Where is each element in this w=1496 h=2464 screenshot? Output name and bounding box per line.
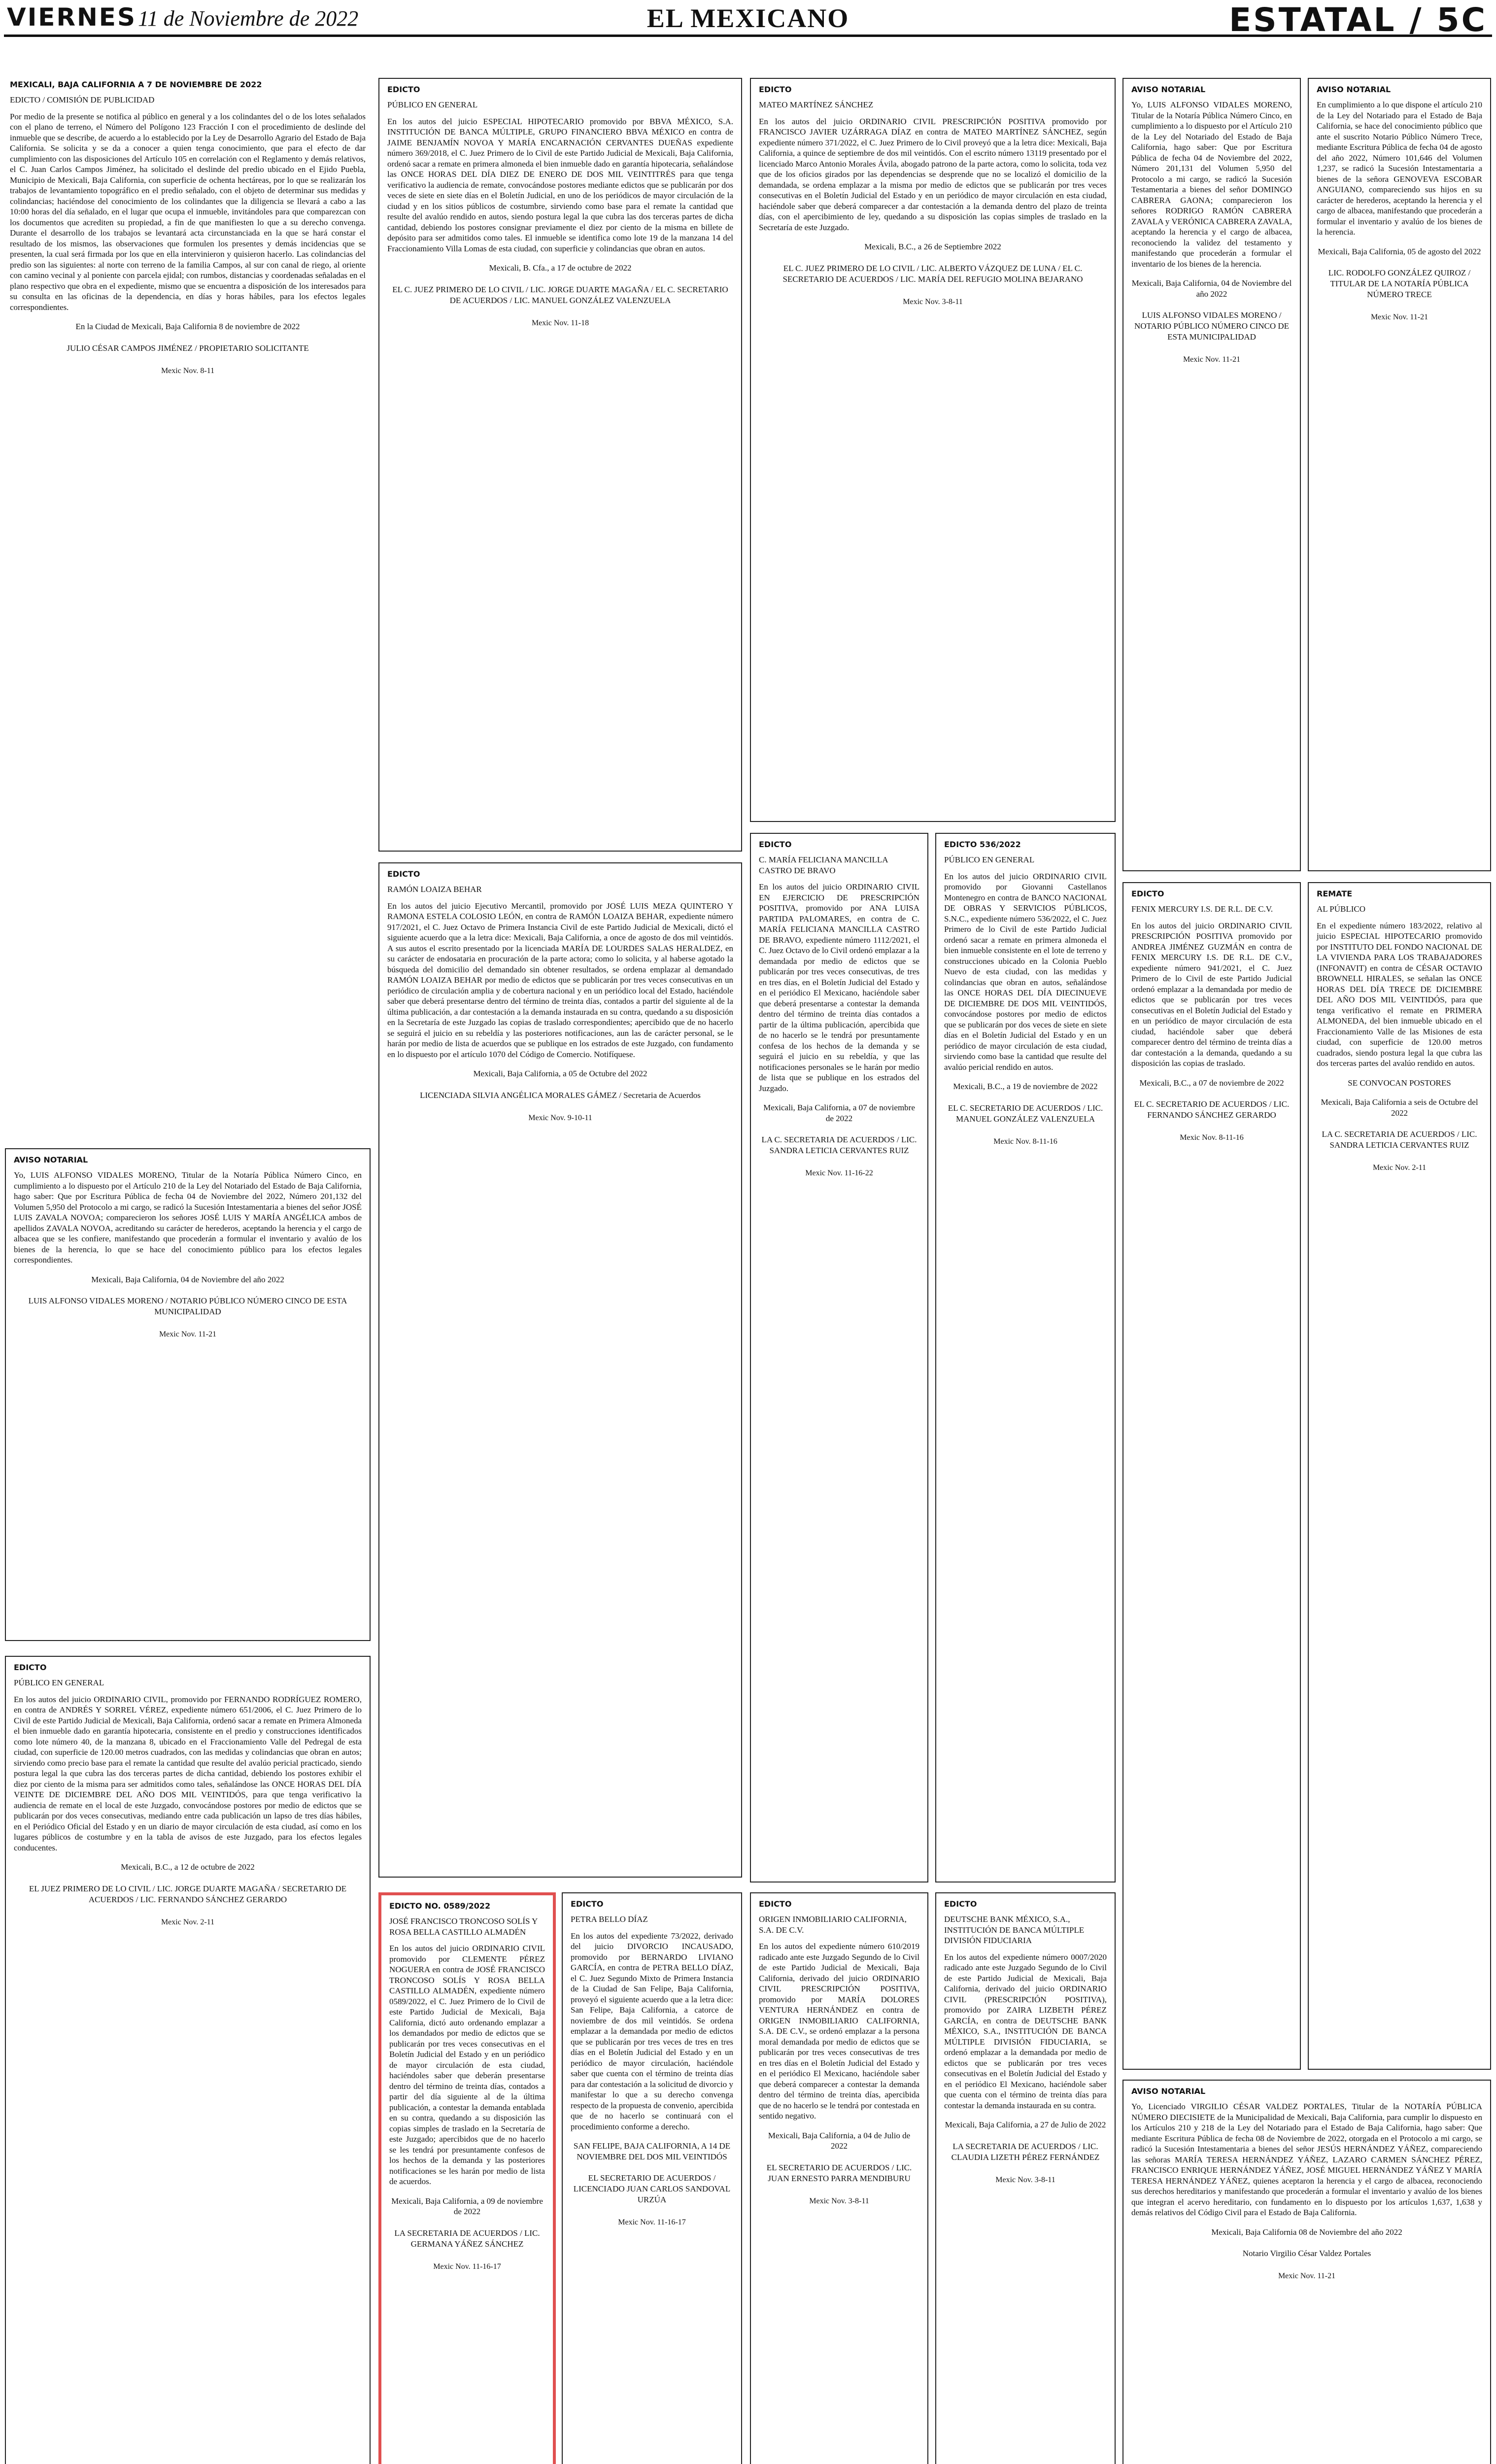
notice-fold: Mexic Nov. 3-8-11 [809, 2196, 869, 2205]
notice-subtitle: ORIGEN INMOBILIARIO CALIFORNIA, S.A. DE C.V. [759, 1915, 907, 1935]
notice-closing: Mexicali, Baja California, a 04 de Julio de 2022 [768, 2130, 911, 2151]
notice-signature: LICENCIADA SILVIA ANGÉLICA MORALES GÁMEZ / Secretaria de Acuerdos [420, 1090, 701, 1100]
notice-block [1122, 882, 1301, 2070]
notice-body: Yo, LUIS ALFONSO VIDALES MORENO, Titular de la Notaría Pública Número Cinco, en cumplimiento a lo dispuesto por el Artículo 210 de la Ley del Notariado del Estado de Baja California, hago saber: Que por Escritura Pública de fecha 04 de Noviembre del 2022, Número 201,131 del Volumen 5,950 del Protocolo a mi cargo, se radicó la Sucesión Testamentaria a bienes del señor DOMINGO CABRERA GAONA; comparecieron los señores RODRIGO RAMÓN CABRERA ZAVALA y VERÓNICA CABRERA ZAVALA, aceptando la herencia y el cargo de albacea, reconociendo la validez del testamento y manifestando que procederán a formular el inventario de los bienes de la herencia. [1131, 100, 1292, 269]
notice-block [5, 78, 371, 1137]
notice-title: EDICTO [571, 1899, 604, 1909]
issue-date: 11 de Noviembre de 2022 [138, 6, 359, 31]
notice-closing: Mexicali, Baja California, 04 de Noviembre del año 2022 [1131, 278, 1292, 299]
notice-block [562, 1892, 742, 2464]
notice-signature: EL C. SECRETARIO DE ACUERDOS / LIC. MANUEL GONZÁLEZ VALENZUELA [948, 1103, 1103, 1124]
notice-body: En los autos del juicio ORDINARIO CIVIL PRESCRIPCIÓN POSITIVA promovido por FRANCISCO JAVIER UZÁRRAGA DÍAZ en contra de MATEO MARTÍNEZ SÁNCHEZ, según expediente número 371/2022, el C. Juez Primero de lo Civil proveyó que a la letra dice: Mexicali, Baja California, a quince de septiembre de dos mil veintidós. Con el escrito número 13119 presentado por el licenciado Marco Antonio Morales Ávila, abogado patrono de la parte actora, como lo solicita, toda vez que de los oficios girados por las dependencias se desprende que no se localizó el domicilio de la demandada, se ordena emplazar a la misma por medio de edictos que se publicarán por tres veces consecutivas en el Boletín Judicial del Estado y en un periódico de mayor circulación en esta ciudad, haciéndole saber que deberá comparecer a dar contestación a la demanda dentro del plazo de treinta días, con el apercibimiento de ley, quedando a su disposición las copias simples de traslado en la Secretaría de este Juzgado. [759, 116, 1107, 232]
notice-fold: Mexic Nov. 11-16-17 [433, 2262, 501, 2271]
notice-fold: Mexic Nov. 11-21 [1183, 355, 1241, 364]
notice-fold: Mexic Nov. 2-11 [161, 1917, 215, 1926]
notice-block [935, 833, 1116, 1882]
notice-subtitle: PETRA BELLO DÍAZ [571, 1915, 648, 1924]
highlighted-notice[interactable] [378, 1892, 556, 2464]
notice-signature: JULIO CÉSAR CAMPOS JIMÉNEZ / PROPIETARIO SOLICITANTE [67, 343, 309, 353]
notice-block [378, 862, 742, 1878]
notice-closing: Mexicali, B. Cfa., a 17 de octubre de 2022 [489, 263, 632, 273]
notice-fold: Mexic Nov. 8-11-16 [1180, 1133, 1244, 1142]
notice-title: EDICTO [1131, 889, 1164, 898]
header-rule [4, 34, 1492, 37]
notice-closing: Mexicali, Baja California, a 05 de Octubre del 2022 [473, 1069, 647, 1078]
notice-block [750, 78, 1116, 822]
notice-body: En los autos del juicio Ejecutivo Mercantil, promovido por JOSÉ LUIS MEZA QUINTERO Y RAMONA ESTELA COLOSIO LEÓN, en contra de RAMÓN LOAIZA BEHAR, expediente número 917/2021, el C. Juez Octavo de Primera Instancia Civil de este Partido Judicial de Mexicali, dictó el siguiente acuerdo que a la letra dice: Mexicali, Baja California, a once de agosto de dos mil veintidós. A sus autos el escrito presentado por la licenciada MARÍA DE LOURDES SALAS HERALDEZ, en su carácter de endosataria en procuración de la parte actora; como lo solicita, y al haberse agotado la búsqueda del domicilio del demandado sin obtener resultados, se ordena emplazar al demandado RAMÓN LOAIZA BEHAR por medio de edictos que se publicarán por tres veces consecutivas en un periódico de circulación amplia y de cobertura nacional y en un periódico local del Estado, haciéndole saber que deberá presentarse dentro del término de treinta días, contados a partir del siguiente al de la última publicación, a dar contestación a la demanda instaurada en su contra, quedando a su disposición en la Secretaría de este Juzgado las copias de traslado correspondientes; apercibido que de no hacerlo se seguirá el juicio en su rebeldía y las posteriores notificaciones, aun las de carácter personal, se le harán por medio de lista de acuerdos que se publique en los estrados de este Juzgado, con fundamento en lo dispuesto por el artículo 1070 del Código de Comercio. Notifíquese. [387, 901, 733, 1059]
notice-closing: Mexicali, Baja California, a 27 de Julio de 2022 [945, 2120, 1106, 2129]
notice-signature: LIC. RODOLFO GONZÁLEZ QUIROZ / TITULAR DE LA NOTARÍA PÚBLICA NÚMERO TRECE [1328, 268, 1471, 299]
notice-signature: LUIS ALFONSO VIDALES MORENO / NOTARIO PÚBLICO NÚMERO CINCO DE ESTA MUNICIPALIDAD [1134, 310, 1290, 342]
notice-subtitle: EDICTO / COMISIÓN DE PUBLICIDAD [10, 95, 155, 104]
notice-title: EDICTO [387, 869, 420, 879]
newspaper-name: EL MEXICANO [646, 3, 850, 33]
notice-closing: Mexicali, Baja California, 04 de Noviembre del año 2022 [91, 1274, 284, 1284]
notice-closing: En la Ciudad de Mexicali, Baja California 8 de noviembre de 2022 [75, 322, 300, 331]
notice-title: EDICTO 536/2022 [944, 840, 1021, 849]
notice-body: En cumplimiento a lo que dispone el artículo 210 de la Ley del Notariado para el Estado de Baja California, se hace del conocimiento público que ante el suscrito Notario Público Número Trece, mediante Escritura Pública de fecha 04 de agosto del año 2022, Número 101,646 del Volumen 1,237, se radicó la Sucesión Intestamentaria a bienes de la señora GENOVEVA ESCOBAR ANGUIANO, compareciendo sus hijos en su carácter de herederos, aceptando la herencia y el cargo de albacea, manifestando que procederán a formular el inventario y avalúo de los bienes de la herencia. [1317, 100, 1482, 237]
notice-subtitle: RAMÓN LOAIZA BEHAR [387, 885, 482, 894]
notice-subtitle: MATEO MARTÍNEZ SÁNCHEZ [759, 100, 874, 109]
notice-title: EDICTO [759, 85, 792, 94]
notice-title: EDICTO [759, 1899, 792, 1909]
page-header [0, 0, 1496, 39]
notice-fold: Mexic Nov. 11-21 [159, 1330, 217, 1338]
notice-closing: Mexicali, B.C., a 26 de Septiembre 2022 [864, 242, 1001, 251]
notice-closing: Mexicali, Baja California, a 07 de noviembre de 2022 [763, 1103, 915, 1123]
notice-subtitle: FENIX MERCURY I.S. DE R.L. DE C.V. [1131, 904, 1273, 914]
notice-closing: Mexicali, B.C., a 12 de octubre de 2022 [121, 1862, 255, 1872]
notice-title: AVISO NOTARIAL [1317, 85, 1391, 94]
notice-closing: SAN FELIPE, BAJA CALIFORNIA, A 14 DE NOVIEMBRE DEL DOS MIL VEINTIDÓS [573, 2141, 731, 2161]
notice-fold: Mexic Nov. 11-21 [1370, 313, 1428, 321]
notice-title: EDICTO NO. 0589/2022 [389, 1901, 491, 1911]
notice-block [1122, 2080, 1491, 2464]
notice-block [1122, 78, 1301, 871]
notice-fold: Mexic Nov. 11-16-22 [805, 1169, 873, 1177]
notice-signature: LA SECRETARIA DE ACUERDOS / LIC. GERMANA YÁÑEZ SÁNCHEZ [394, 2228, 540, 2249]
notice-title: EDICTO [14, 1663, 47, 1672]
notice-fold: Mexic Nov. 11-18 [531, 318, 589, 327]
notice-title: REMATE [1317, 889, 1353, 898]
notice-closing: Mexicali, Baja California a seis de Octubre del 2022 [1321, 1097, 1478, 1118]
notice-signature: EL C. SECRETARIO DE ACUERDOS / LIC. FERNANDO SÁNCHEZ GERARDO [1134, 1099, 1290, 1120]
notice-fold: Mexic Nov. 8-11-16 [993, 1137, 1057, 1146]
notice-fold: Mexic Nov. 2-11 [1372, 1164, 1427, 1172]
weekday: VIERNES [7, 3, 136, 32]
notice-subtitle: AL PÚBLICO [1317, 904, 1366, 914]
notice-subtitle: PÚBLICO EN GENERAL [14, 1678, 104, 1687]
notice-block [935, 1892, 1116, 2464]
notice-body: En los autos del expediente número 0007/2020 radicado ante este Juzgado Segundo de lo Civil de este Partido Judicial de Mexicali, Baja California, derivado del juicio ORDINARIO CIVIL (PRESCRIPCIÓN POSITIVA), promovido por ZAIRA LIZBETH PÉREZ GARCÍA, en contra de DEUTSCHE BANK MÉXICO, S.A., INSTITUCIÓN DE BANCA MÚLTIPLE DIVISIÓN FIDUCIARIA, se ordenó emplazar a la demandada por medio de edictos que se publicarán por tres veces consecutivas en el Boletín Judicial del Estado y en el periódico El Mexicano, haciéndole saber que cuenta con el término de treinta días para contestar la demanda instaurada en su contra. [944, 1952, 1107, 2110]
notice-fold: Mexic Nov. 9-10-11 [528, 1113, 592, 1122]
notice-subtitle: PÚBLICO EN GENERAL [944, 855, 1035, 864]
notice-signature: LUIS ALFONSO VIDALES MORENO / NOTARIO PÚBLICO NÚMERO CINCO DE ESTA MUNICIPALIDAD [28, 1296, 347, 1316]
notice-fold: Mexic Nov. 11-16-17 [618, 2218, 686, 2226]
notice-fold: Mexic Nov. 8-11 [161, 366, 215, 375]
notice-title: EDICTO [944, 1899, 977, 1909]
notice-body: En el expediente número 183/2022, relativo al juicio ESPECIAL HIPOTECARIO promovido por INSTITUTO DEL FONDO NACIONAL DE LA VIVIENDA PARA LOS TRABAJADORES (INFONAVIT) en contra de CÉSAR OCTAVIO BROWNELL HIRALES, se señalan las ONCE HORAS DEL DÍA TRECE DE DICIEMBRE DEL AÑO DOS MIL VEINTIDÓS, para que tenga verificativo el remate en PRIMERA ALMONEDA, del bien inmueble ubicado en el Fraccionamiento Valle de las Misiones de esta ciudad, con superficie de 120.00 metros cuadrados, siendo postura legal la que cubra las dos terceras partes del avalúo rendido en autos. [1317, 921, 1482, 1068]
notice-signature: EL JUEZ PRIMERO DE LO CIVIL / LIC. JORGE DUARTE MAGAÑA / SECRETARIO DE ACUERDOS / LIC. FERNANDO SÁNCHEZ GERARDO [29, 1883, 347, 1904]
notice-body: En los autos del juicio ORDINARIO CIVIL promovido por CLEMENTE PÉREZ NOGUERA en contra de JOSÉ FRANCISCO TRONCOSO SOLÍS Y ROSA BELLA CASTILLO ALMADÉN, expediente número 0589/2022, el C. Juez Primero de lo Civil de este Partido Judicial de Mexicali, Baja California, dictó auto ordenando emplazar a los demandados por medio de edictos que se publicarán por tres veces consecutivas en el Boletín Judicial del Estado y en un periódico de mayor circulación de esta ciudad, haciéndoles saber que deberán presentarse dentro del término de treinta días, contados a partir del día siguiente al de la última publicación, a contestar la demanda entablada en su contra, quedando a su disposición las copias simples de traslado en la Secretaría de este Juzgado; apercibidos que de no hacerlo se les tendrá por presuntamente confesos de los hechos de la demanda y las posteriores notificaciones se les harán por medio de lista de acuerdos. [389, 1944, 545, 2186]
notice-subtitle: PÚBLICO EN GENERAL [387, 100, 478, 109]
notice-title: AVISO NOTARIAL [1131, 2087, 1206, 2096]
notice-block [750, 1892, 928, 2464]
notice-title: MEXICALI, BAJA CALIFORNIA A 7 DE NOVIEMBRE DE 2022 [10, 80, 262, 89]
notice-body: En los autos del juicio ESPECIAL HIPOTECARIO promovido por BBVA MÉXICO, S.A. INSTITUCIÓN DE BANCA MÚLTIPLE, GRUPO FINANCIERO BBVA MÉXICO en contra de JAIME BENJAMÍN NOVOA Y MARÍA ENCARNACIÓN CERVANTES DUEÑAS expediente número 369/2018, el C. Juez Primero de lo Civil de este Partido Judicial de Mexicali, Baja California, ordenó sacar a remate en primera almoneda el bien inmueble dado en garantía hipotecaria, señalándose las ONCE HORAS DEL DÍA DIEZ DE ENERO DE DOS MIL VEINTITRÉS para que tenga verificativo la audiencia de remate, convocándose postores mediante edictos que se publicarán por dos veces de siete en siete días en el Boletín Judicial, en uno de los periódicos de mayor circulación de la ciudad y en los sitios públicos de costumbre, sirviendo como base para el remate la cantidad que resulte del avalúo rendido en autos, siendo postura legal la que cubra las dos terceras partes de dicha cantidad, debiendo los postores consignar previamente el diez por ciento de la misma en billete de depósito para ser admitidos como tales. El inmueble se identifica como lote 19 de la manzana 14 del Fraccionamiento Villa Lomas de esta ciudad, con superficie y colindancias que obran en autos. [387, 116, 733, 253]
notice-signature: Notario Virgilio César Valdez Portales [1242, 2249, 1371, 2258]
notice-title: AVISO NOTARIAL [14, 1155, 88, 1164]
notice-closing: Mexicali, B.C., a 07 de noviembre de 2022 [1139, 1078, 1284, 1088]
notice-fold: Mexic Nov. 11-21 [1278, 2272, 1336, 2280]
notice-signature: EL SECRETARIO DE ACUERDOS / LIC. JUAN ERNESTO PARRA MENDIBURU [766, 2162, 912, 2183]
notice-block [1308, 78, 1491, 871]
notice-signature: LA SECRETARIA DE ACUERDOS / LIC. CLAUDIA LIZETH PÉREZ FERNÁNDEZ [951, 2141, 1100, 2162]
notice-body: En los autos del expediente 73/2022, derivado del juicio DIVORCIO INCAUSADO, promovido por BERNARDO LIVIANO GARCÍA, en contra de PETRA BELLO DÍAZ, el C. Juez Segundo Mixto de Primera Instancia de la Ciudad de San Felipe, Baja California, proveyó el siguiente acuerdo que a la letra dice: San Felipe, Baja California, a catorce de noviembre de dos mil veintidós. Se ordena emplazar a la demandada por medio de edictos que se publicarán por tres veces de tres en tres días en el Boletín Judicial del Estado y en un periódico de mayor circulación, haciéndole saber que cuenta con el término de treinta días para dar contestación a la solicitud de divorcio y manifestar lo que a su derecho convenga respecto de la propuesta de convenio, apercibida que de no hacerlo se continuará con el procedimiento conforme a derecho. [571, 1931, 733, 2131]
notice-signature: EL SECRETARIO DE ACUERDOS / LICENCIADO JUAN CARLOS SANDOVAL URZÚA [573, 2173, 731, 2204]
notice-body: En los autos del juicio ORDINARIO CIVIL EN EJERCICIO DE PRESCRIPCIÓN POSITIVA, promovido por ANA LUISA PARTIDA PALOMARES, en contra de C. MARÍA FELICIANA MANCILLA CASTRO DE BRAVO, expediente número 1112/2021, el C. Juez Octavo de lo Civil ordenó emplazar a la demandada por medio de edictos que se publicarán por tres veces consecutivas, de tres en tres días, en el Boletín Judicial del Estado y en el periódico El Mexicano, haciéndole saber que deberá presentarse a contestar la demanda dentro del término de treinta días contados a partir de la última publicación, apercibida que de no hacerlo se le tendrá por presuntamente confesa de los hechos de la demanda y se seguirá el juicio en su rebeldía, y que las notificaciones personales se le harán por medio de lista que se publique en los estrados del Juzgado. [759, 882, 919, 1093]
notice-title: EDICTO [387, 85, 420, 94]
notice-body: En los autos del expediente número 610/2019 radicado ante este Juzgado Segundo de lo Civil de este Partido Judicial de Mexicali, Baja California, derivado del juicio ORDINARIO CIVIL PRESCRIPCIÓN POSITIVA, promovido por MARÍA DOLORES VENTURA HERNÁNDEZ en contra de ORIGEN INMOBILIARIO CALIFORNIA, S.A. DE C.V., se ordenó emplazar a la persona moral demandada por medio de edictos que se publicarán por tres veces consecutivas de tres en tres días en el Boletín Judicial del Estado y en el periódico El Mexicano, haciéndole saber que deberá comparecer a contestar la demanda dentro del término de treinta días, apercibida que de no hacerlo se le tendrá por contestada en sentido negativo. [759, 1942, 919, 2121]
notice-block [750, 833, 928, 1882]
notice-closing: Mexicali, B.C., a 19 de noviembre de 2022 [953, 1082, 1098, 1091]
notice-block [1308, 882, 1491, 2070]
notice-signature: EL C. JUEZ PRIMERO DE LO CIVIL / LIC. JORGE DUARTE MAGAÑA / EL C. SECRETARIO DE ACUERDOS / LIC. MANUEL GONZÁLEZ VALENZUELA [392, 284, 728, 305]
notice-block [5, 1656, 371, 2464]
notice-block [378, 78, 742, 852]
notice-body: En los autos del juicio ORDINARIO CIVIL promovido por Giovanni Castellanos Montenegro en contra de BANCO NACIONAL DE OBRAS Y SERVICIOS PÚBLICOS, S.N.C., expediente número 536/2022, el C. Juez Primero de lo Civil de este Partido Judicial ordenó sacar a remate en primera almoneda el bien inmueble consistente en el lote de terreno y construcciones ubicado en la Colonia Pueblo Nuevo de esta ciudad, con las medidas y colindancias que obran en autos, señalándose las ONCE HORAS DEL DÍA DIECINUEVE DE DICIEMBRE DE DOS MIL VEINTIDÓS, convocándose postores por medio de edictos que se publicarán por dos veces de siete en siete días en el Boletín Judicial del Estado y en un periódico de mayor circulación de esta ciudad, sirviendo como base la cantidad que resulte del avalúo pericial rendido en autos. [944, 871, 1107, 1072]
notice-signature: EL C. JUEZ PRIMERO DE LO CIVIL / LIC. ALBERTO VÁZQUEZ DE LUNA / EL C. SECRETARIO DE ACUERDOS / LIC. MARÍA DEL REFUGIO MOLINA BEJARANO [782, 263, 1083, 284]
notice-block [5, 1148, 371, 1641]
notice-subtitle: C. MARÍA FELICIANA MANCILLA CASTRO DE BRAVO [759, 855, 888, 875]
notice-signature: LA C. SECRETARIA DE ACUERDOS / LIC. SANDRA LETICIA CERVANTES RUIZ [761, 1135, 917, 1155]
notice-body: Yo, Licenciado VIRGILIO CÉSAR VALDEZ PORTALES, Titular de la NOTARÍA PÚBLICA NÚMERO DIECISIETE de la Municipalidad de Mexicali, Baja California, para cumplir lo dispuesto en los Artículos 210 y 218 de la Ley del Notariado para el Estado de Baja California, hago saber: Que mediante Escritura Pública de fecha 08 de Noviembre de 2022, otorgada en el Protocolo a mi cargo, se radicó la Sucesión Intestamentaria a bienes del señor JESÚS HERNÁNDEZ YÁÑEZ, compareciendo las señoras MARÍA TERESA HERNÁNDEZ YÁÑEZ, LAZARO CARMEN SÁNCHEZ PÉREZ, FRANCISCO ENRIQUE HERNÁNDEZ YÁÑEZ, JOSÉ MIGUEL HERNÁNDEZ YÁÑEZ Y MARÍA TERESA HERNÁNDEZ YÁÑEZ, quienes aceptaron la herencia y el cargo de albacea, reconociendo sus derechos hereditarios y manifestando que procederán a formular el inventario y avalúo de los bienes que integran el acervo hereditario, con fundamento en lo dispuesto por los artículos 1,637, 1,638 y demás relativos del Código Civil para el Estado de Baja California. [1131, 2102, 1482, 2217]
section-label: ESTATAL / 5C [1229, 1, 1487, 39]
notice-closing: Mexicali, Baja California, a 09 de noviembre de 2022 [391, 2196, 543, 2216]
notice-subtitle: DEUTSCHE BANK MÉXICO, S.A., INSTITUCIÓN DE BANCA MÚLTIPLE DIVISIÓN FIDUCIARIA [944, 1915, 1085, 1945]
notice-body: Por medio de la presente se notifica al público en general y a los colindantes del o de los lotes señalados con el plano de terreno, el Número del Polígono 123 Fracción I con el procedimiento de deslinde del inmueble que se describe, de acuerdo a lo establecido por la Ley de Desarrollo Agrario del Estado de Baja California. Se solicita y se da a conocer a quien tenga conocimiento, que para el efecto de dar cumplimiento con las disposiciones del Artículo 105 en correlación con el Reglamento y demás relativos, el C. Juan Carlos Campos Jiménez, ha solicitado el deslinde del predio ubicado en el Ejido Puebla, Municipio de Mexicali, Baja California, con superficie de ochenta hectáreas, por lo que se realizarán los trabajos de levantamiento topográfico en el predio señalado, con el objeto de determinar sus medidas y colindancias; haciéndose del conocimiento de los colindantes que la diligencia se llevará a cabo a las 10:00 horas del día señalado, en el lugar que ocupa el inmueble, invitándoles para que comparezcan con los documentos que acrediten su propiedad, a fin de que manifiesten lo que a su derecho convenga. Durante el desarrollo de los trabajos se levantará acta circunstanciada en la que se hará constar el resultado de los mismos, las observaciones que formulen los presentes y demás incidencias que se presenten, la cual será firmada por los que en ella intervinieron y quisieron hacerlo. Las colindancias del predio son las siguientes: al norte con terreno de la familia Campos, al sur con canal de riego, al oriente con camino vecinal y al poniente con parcela ejidal; con rumbos, distancias y coordenadas señaladas en el plano respectivo que obra en el expediente, mismo que se encuentra a disposición de los interesados para su consulta en las oficinas de la dependencia, en días y horas hábiles, para los efectos legales correspondientes. [10, 111, 366, 312]
notice-closing: Mexicali, Baja California 08 de Noviembre del año 2022 [1211, 2227, 1402, 2237]
notice-title: AVISO NOTARIAL [1131, 85, 1206, 94]
notice-subtitle: JOSÉ FRANCISCO TRONCOSO SOLÍS Y ROSA BELLA CASTILLO ALMADÉN [389, 1916, 538, 1937]
banner-text: SE CONVOCAN POSTORES [1348, 1078, 1451, 1088]
notice-body: En los autos del juicio ORDINARIO CIVIL PRESCRIPCIÓN POSITIVA promovido por ANDREA JIMÉNEZ GUZMÁN en contra de FENIX MERCURY I.S. DE R.L. DE C.V., expediente número 941/2021, el C. Juez Primero de lo Civil de este Partido Judicial ordenó emplazar a la demandada por medio de edictos que se publicarán por tres veces consecutivas en el Boletín Judicial del Estado y en un periódico de mayor circulación de esta ciudad, haciéndole saber que deberá comparecer dentro del término de treinta días a dar contestación a la demanda, quedando a su disposición las copias de traslado. [1131, 921, 1292, 1068]
notice-body: En los autos del juicio ORDINARIO CIVIL, promovido por FERNANDO RODRÍGUEZ ROMERO, en contra de ANDRÉS Y SORREL VÉREZ, expediente número 651/2006, el C. Juez Primero de lo Civil de este Partido Judicial de Mexicali, Baja California, ordenó sacar a remate en Primera Almoneda el bien inmueble dado en garantía hipotecaria, consistente en el predio y construcciones identificados como lote número 40, de la manzana 8, ubicado en el Fraccionamiento Valle del Pedregal de esta ciudad, con superficie de 120.00 metros cuadrados, con las medidas y colindancias que obran en autos; sirviendo como precio base para el remate la cantidad que resulte del avalúo pericial practicado, siendo postura legal la que cubra las dos terceras partes de dicha cantidad, debiendo los postores exhibir el diez por ciento de la misma para ser admitidos como tales, señalándose las ONCE HORAS DEL DÍA VEINTE DE DICIEMBRE DEL AÑO DOS MIL VEINTIDÓS, para que tenga verificativo la audiencia de remate en el local de este Juzgado, convocándose postores por medio de edictos que se publicarán por dos veces consecutivas, mediando entre cada publicación un lapso de tres días hábiles, en el Periódico Oficial del Estado y en un diario de mayor circulación de esta ciudad, así como en los lugares públicos de costumbre y en la tabla de avisos de este Juzgado, para los efectos legales conducentes. [14, 1694, 362, 1852]
notice-body: Yo, LUIS ALFONSO VIDALES MORENO, Titular de la Notaría Pública Número Cinco, en cumplimiento a lo dispuesto por el Artículo 210 de la Ley del Notariado del Estado de Baja California, hago saber: Que por Escritura Pública de fecha 04 de Noviembre del 2022, Número 201,132 del Volumen 5,950 del Protocolo a mi cargo, se radicó la Sucesión Intestamentaria a bienes del señor JOSÉ LUIS ZAVALA NOVOA; comparecieron los señores JOSÉ LUIS Y MARÍA ANGÉLICA ambos de apellidos ZAVALA NOVOA, acreditando su carácter de herederos, aceptando la herencia y el cargo de albacea que se les confiere, manifestando que procederán a formular el inventario y avalúo de los bienes de la herencia, lo que se hace del conocimiento público para los efectos legales correspondientes. [14, 1170, 362, 1265]
notice-closing: Mexicali, Baja California, 05 de agosto del 2022 [1318, 246, 1481, 256]
notice-fold: Mexic Nov. 3-8-11 [903, 297, 963, 306]
notice-fold: Mexic Nov. 3-8-11 [995, 2175, 1055, 2184]
notice-signature: LA C. SECRETARIA DE ACUERDOS / LIC. SANDRA LETICIA CERVANTES RUIZ [1322, 1129, 1477, 1150]
notice-title: EDICTO [759, 840, 792, 849]
